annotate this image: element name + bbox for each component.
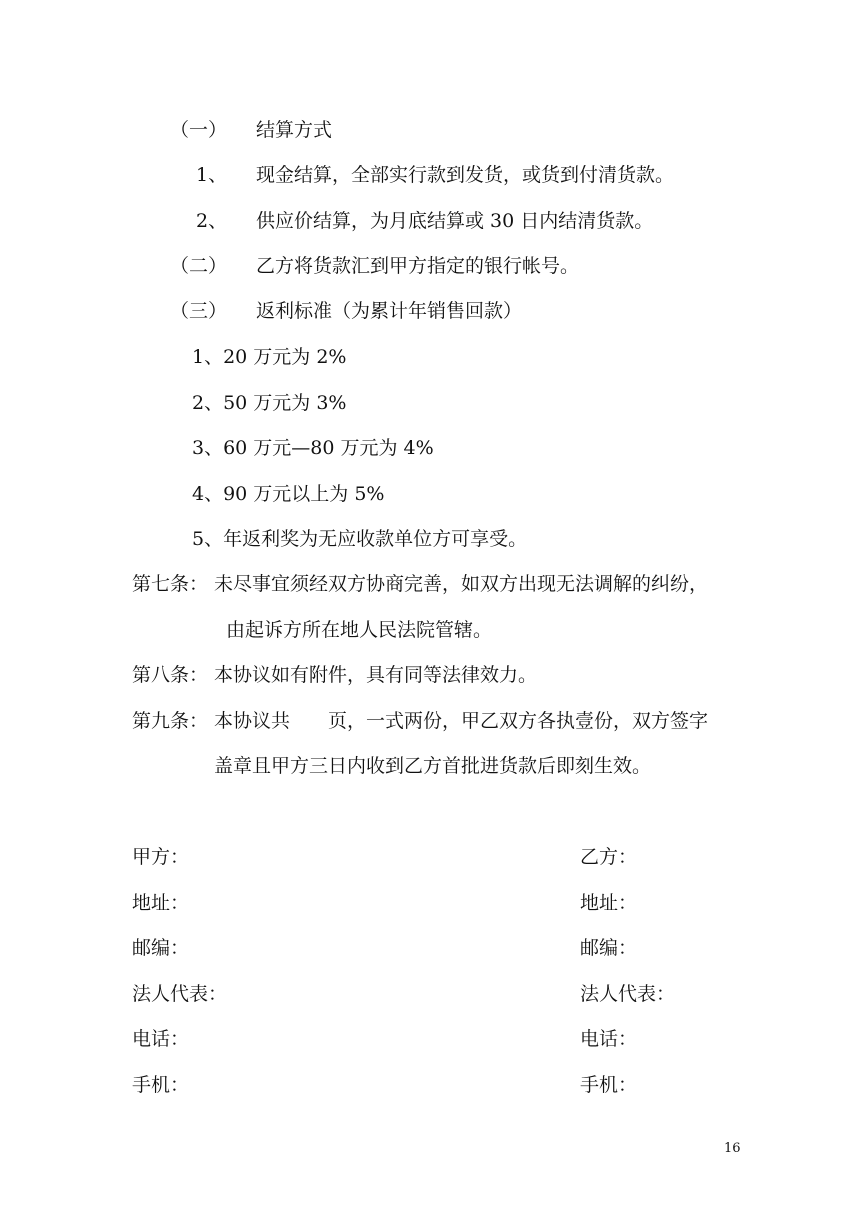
section-text: 乙方将货款汇到甲方指定的银行帐号。 [256, 255, 580, 277]
party-a-address-label: 地址： [132, 892, 190, 914]
section-number: 1、 [196, 164, 228, 186]
article-label: 第八条： [132, 664, 209, 686]
article-label: 第七条： [132, 573, 209, 595]
party-b-phone-label: 电话： [580, 1028, 638, 1050]
article-text: 本协议如有附件，具有同等法律效力。 [214, 664, 538, 686]
party-row-mobile [0, 1073, 868, 1097]
rebate-item: 3、60 万元—80 万元为 4% [192, 437, 434, 459]
party-a-legal-rep-label: 法人代表： [132, 983, 228, 1005]
party-b-label: 乙方： [580, 846, 638, 868]
section-text: 结算方式 [256, 119, 333, 141]
party-row-postcode [0, 936, 868, 960]
section-number: 2、 [196, 210, 228, 232]
section-text: 返利标准（为累计年销售回款） [256, 300, 523, 322]
party-row-address [0, 891, 868, 915]
section-number: （二） [170, 255, 228, 277]
rebate-item: 4、90 万元以上为 5% [192, 483, 385, 505]
section-number: （三） [170, 300, 228, 322]
page-number: 16 [724, 1141, 741, 1156]
article-label: 第九条： [132, 710, 209, 732]
rebate-item: 5、年返利奖为无应收款单位方可享受。 [192, 528, 528, 550]
section-text: 供应价结算，为月底结算或 30 日内结清货款。 [256, 210, 654, 232]
article-text: 未尽事宜须经双方协商完善，如双方出现无法调解的纠纷， [214, 573, 709, 595]
section-number: （一） [170, 119, 228, 141]
rebate-item: 1、20 万元为 2% [192, 346, 347, 368]
article-text: 本协议共 页，一式两份，甲乙双方各执壹份，双方签字 [214, 710, 709, 732]
party-b-postcode-label: 邮编： [580, 937, 638, 959]
party-row-name [0, 845, 868, 869]
party-a-postcode-label: 邮编： [132, 937, 190, 959]
party-row-legal-rep [0, 982, 868, 1006]
article-seven-continued: 由起诉方所在地人民法院管辖。 [226, 619, 493, 641]
rebate-item: 2、50 万元为 3% [192, 392, 347, 414]
party-a-label: 甲方： [132, 846, 190, 868]
party-a-phone-label: 电话： [132, 1028, 190, 1050]
article-nine-continued: 盖章且甲方三日内收到乙方首批进货款后即刻生效。 [214, 755, 652, 777]
party-b-legal-rep-label: 法人代表： [580, 983, 676, 1005]
party-row-phone [0, 1027, 868, 1051]
party-a-mobile-label: 手机： [132, 1074, 190, 1096]
section-text: 现金结算，全部实行款到发货，或货到付清货款。 [256, 164, 675, 186]
party-b-mobile-label: 手机： [580, 1074, 638, 1096]
party-b-address-label: 地址： [580, 892, 638, 914]
